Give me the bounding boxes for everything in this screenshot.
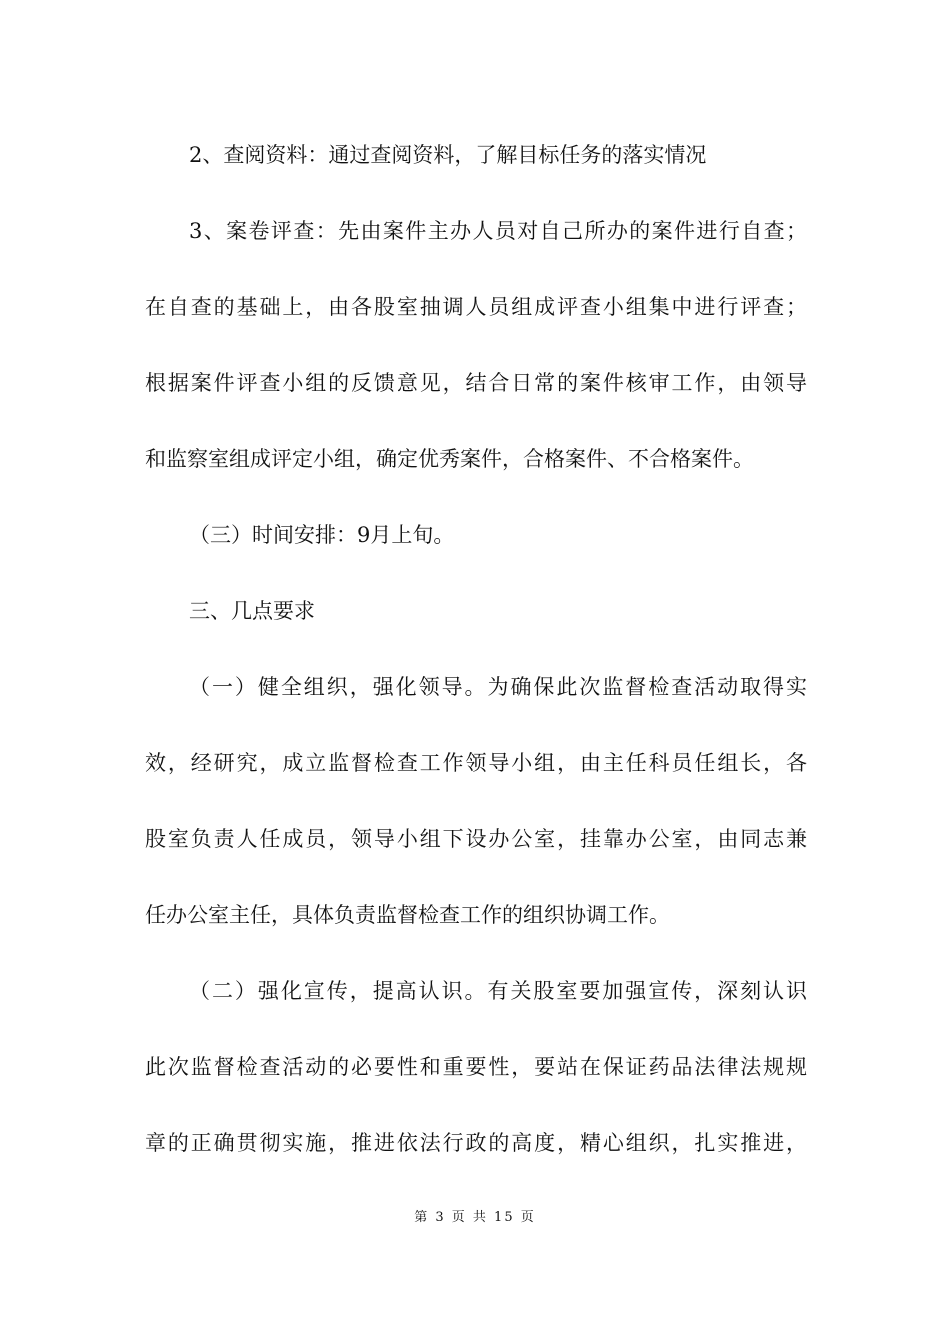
paragraph-line: （一）健全组织，强化领导。为确保此次监督检查活动取得实 [189, 675, 807, 699]
paragraph-line: （三）时间安排：9月上旬。 [189, 523, 455, 547]
page-footer [0, 1206, 950, 1225]
paragraph-line: （二）强化宣传，提高认识。有关股室要加强宣传，深刻认识 [189, 979, 807, 1003]
paragraph-line: 在自查的基础上，由各股室抽调人员组成评查小组集中进行评查； [145, 295, 807, 319]
paragraph-line: 根据案件评查小组的反馈意见，结合日常的案件核审工作，由领导 [145, 371, 807, 395]
paragraph-line: 章的正确贯彻实施，推进依法行政的高度，精心组织，扎实推进， [145, 1131, 807, 1155]
paragraph-line: 2、查阅资料：通过查阅资料，了解目标任务的落实情况 [189, 143, 707, 167]
paragraph-line: 和监察室组成评定小组，确定优秀案件，合格案件、不合格案件。 [145, 447, 754, 471]
paragraph-line: 3、案卷评查：先由案件主办人员对自己所办的案件进行自查； [189, 219, 807, 243]
paragraph-line: 股室负责人任成员，领导小组下设办公室，挂靠办公室，由同志兼 [145, 827, 807, 851]
paragraph-line: 任办公室主任，具体负责监督检查工作的组织协调工作。 [145, 903, 670, 927]
page-number-label: 第 3 页 共 15 页 [414, 1210, 536, 1225]
section-heading: 三、几点要求 [189, 599, 315, 623]
document-body [145, 130, 807, 1194]
paragraph-line: 此次监督检查活动的必要性和重要性，要站在保证药品法律法规规 [145, 1055, 807, 1079]
paragraph-line: 效，经研究，成立监督检查工作领导小组，由主任科员任组长，各 [145, 751, 807, 775]
